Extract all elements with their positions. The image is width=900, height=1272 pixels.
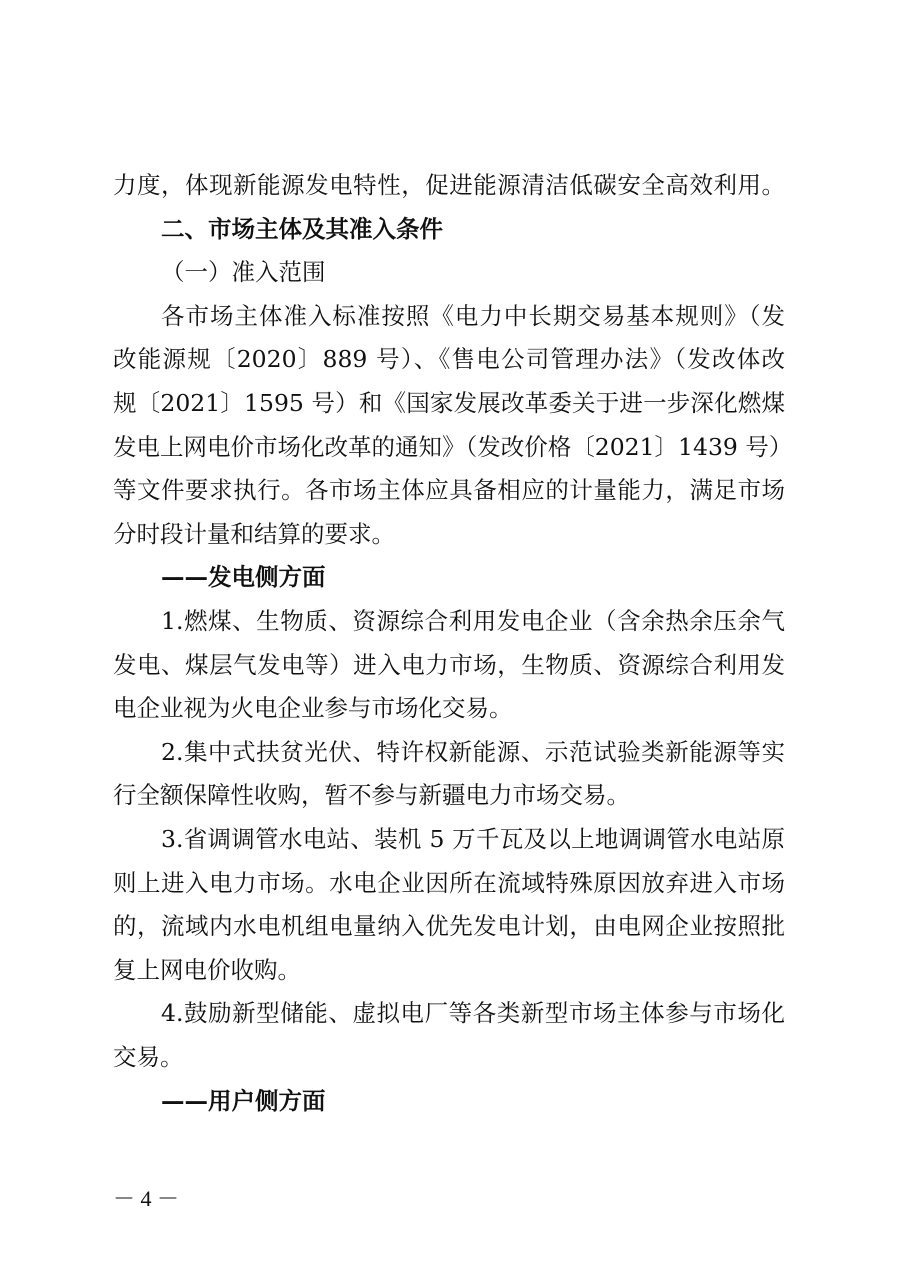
text-line: 改能源规〔2020〕889 号）、《售电公司管理办法》（发改体改 [113,345,785,374]
text-line: 分时段计量和结算的要求。 [113,519,395,548]
text-line: 交易。 [113,1043,184,1071]
text-line: （一）准入范围 [161,258,326,287]
text-line: 发电、煤层气发电等）进入电力市场，生物质、资源综合利用发 [113,650,785,679]
text-line: 的，流域内水电机组电量纳入优先发电计划，由电网企业按照批 [113,912,785,941]
text-line: 则上进入电力市场。水电企业因所在流域特殊原因放弃进入市场 [113,868,785,897]
text-line: 电企业视为火电企业参与市场化交易。 [113,694,513,723]
text-line: 力度，体现新能源发电特性，促进能源清洁低碳安全高效利用。 [113,171,785,199]
text-line: 1.燃煤、生物质、资源综合利用发电企业（含余热余压余气 [161,607,785,635]
text-line: 规〔2021〕1595 号）和《国家发展改革委关于进一步深化燃煤 [113,389,785,417]
section-heading: ——用户侧方面 [161,1086,326,1115]
page-number: － 4 － [113,1186,180,1211]
text-line: 3.省调调管水电站、装机 5 万千瓦及以上地调调管水电站原 [161,825,785,853]
section-heading: 二、市场主体及其准入条件 [161,214,443,243]
text-line: 发电上网电价市场化改革的通知》（发改价格〔2021〕1439 号） [113,432,793,461]
section-heading: ——发电侧方面 [161,563,326,592]
text-line: 2.集中式扶贫光伏、特许权新能源、示范试验类新能源等实 [161,737,785,766]
text-line: 各市场主体准入标准按照《电力中长期交易基本规则》（发 [161,301,785,330]
text-line: 4.鼓励新型储能、虚拟电厂等各类新型市场主体参与市场化 [161,999,785,1028]
text-line: 等文件要求执行。各市场主体应具备相应的计量能力，满足市场 [113,476,785,505]
text-line: 行全额保障性收购，暂不参与新疆电力市场交易。 [113,781,630,810]
text-line: 复上网电价收购。 [113,955,301,984]
